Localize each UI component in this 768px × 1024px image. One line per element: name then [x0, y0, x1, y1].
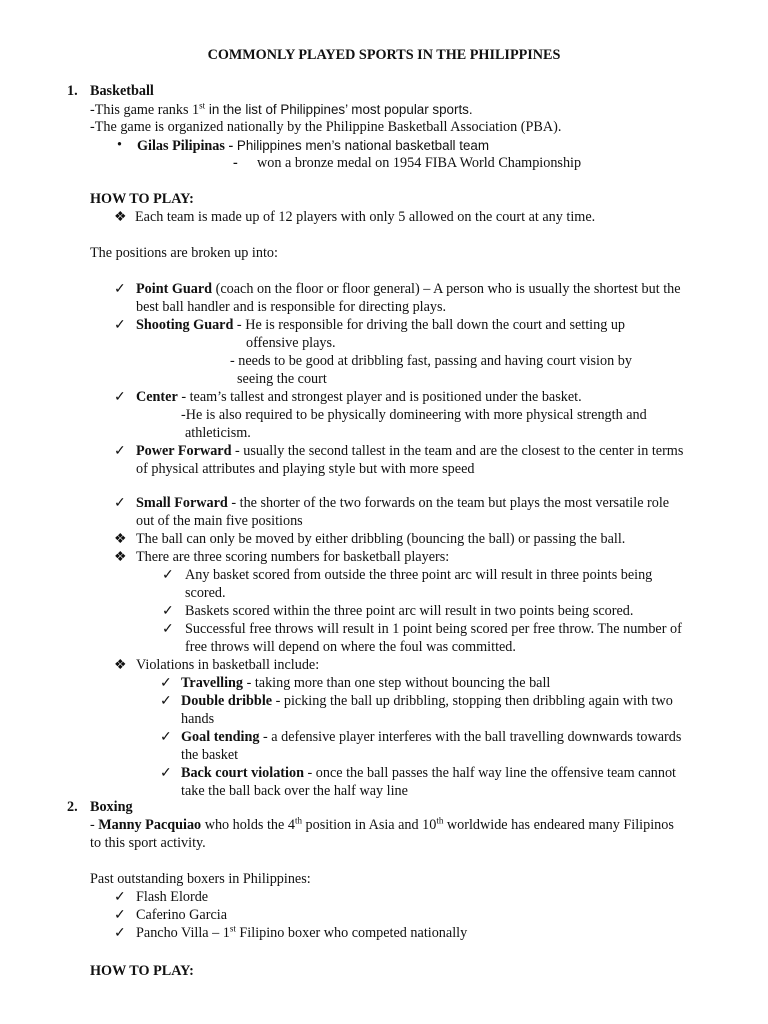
shooting-guard-line [136, 317, 625, 335]
gilas-medal: won a bronze medal on 1954 FIBA World Championship [257, 155, 582, 171]
point-guard-name: Point Guard [136, 281, 213, 297]
section-heading-basketball: Basketball [90, 83, 154, 99]
check-icon: ✓ [114, 907, 126, 923]
section-number: 1. [67, 83, 78, 99]
pacquiao-mid: position in Asia and 10 [301, 817, 437, 833]
pacquiao-post: worldwide has endeared many Filipinos [443, 817, 674, 833]
back-court-line [181, 765, 676, 783]
rank-text-post: in the list of Philippines’ most popular sports. [205, 102, 473, 117]
center-desc: - team’s tallest and strongest player and is positioned under the basket. [177, 389, 582, 405]
point-guard-line-2: best ball handler and is responsible for directing plays. [136, 299, 447, 315]
diamond-bullet-icon: ❖ [114, 209, 127, 225]
double-dribble-line [181, 693, 673, 711]
small-forward-line [136, 495, 669, 513]
gilas-dash: - [233, 155, 238, 171]
past-boxers-intro: Past outstanding boxers in Philippines: [90, 871, 311, 887]
section-number: 2. [67, 799, 78, 815]
boxer3-sup: st [229, 923, 236, 934]
diamond-bullet-icon: ❖ [114, 549, 127, 565]
pba-line: -The game is organized nationally by the Philippine Basketball Association (PBA). [90, 119, 562, 135]
rank-superscript: st [199, 100, 206, 111]
positions-intro: The positions are broken up into: [90, 245, 278, 261]
ball-movement-text: The ball can only be moved by either dribbling (bouncing the ball) or passing the ball. [136, 531, 626, 547]
point-guard-line [136, 281, 681, 299]
pacquiao-line-2: to this sport activity. [90, 835, 206, 851]
check-icon: ✓ [114, 389, 126, 405]
check-icon: ✓ [114, 443, 126, 459]
small-forward-desc: - the shorter of the two forwards on the team but plays the most versatile role [227, 495, 670, 511]
double-dribble-name: Double dribble [181, 693, 273, 709]
center-line [136, 389, 582, 407]
small-forward-line-2: out of the main five positions [136, 513, 303, 529]
check-icon: ✓ [162, 603, 174, 619]
diamond-bullet-icon: ❖ [114, 531, 127, 547]
document-title: COMMONLY PLAYED SPORTS IN THE PHILIPPINES [207, 47, 561, 63]
scoring-two-line: Baskets scored within the three point arc will result in two points being scored. [185, 603, 634, 619]
center-line-2: -He is also required to be physically domineering with more physical strength and [181, 407, 647, 423]
diamond-bullet-icon: ❖ [114, 657, 127, 673]
gilas-line [137, 137, 489, 156]
section-heading-boxing: Boxing [90, 799, 133, 815]
basketball-rank-line [90, 101, 473, 120]
check-icon: ✓ [160, 765, 172, 781]
pacquiao-pre: who holds the 4 [201, 817, 295, 833]
shooting-guard-line-3: - needs to be good at dribbling fast, passing and having court vision by [230, 353, 632, 369]
pacquiao-name: Manny Pacquiao [98, 817, 202, 833]
check-icon: ✓ [114, 281, 126, 297]
shooting-guard-name: Shooting Guard [136, 317, 234, 333]
how-to-play-heading: HOW TO PLAY: [90, 191, 194, 207]
power-forward-line-2: of physical attributes and playing style but with more speed [136, 461, 475, 477]
rank-text-pre: -This game ranks 1 [90, 102, 200, 118]
check-icon: ✓ [114, 495, 126, 511]
check-icon: ✓ [160, 675, 172, 691]
shooting-guard-desc: - He is responsible for driving the ball down the court and setting up [233, 317, 626, 333]
back-court-name: Back court violation [181, 765, 304, 781]
check-icon: ✓ [114, 317, 126, 333]
travelling-line [181, 675, 550, 693]
center-name: Center [136, 389, 178, 405]
power-forward-desc: - usually the second tallest in the team and are the closest to the center in terms [231, 443, 684, 459]
point-guard-desc: (coach on the floor or floor general) – A person who is usually the shortest but the [212, 281, 681, 297]
scoring-three-line: Any basket scored from outside the three point arc will result in three points being [185, 567, 653, 583]
bullet-icon: • [117, 137, 122, 153]
shooting-guard-line-4: seeing the court [237, 371, 327, 387]
boxer3-post: Filipino boxer who competed nationally [235, 925, 468, 941]
small-forward-name: Small Forward [136, 495, 228, 511]
goal-tending-line [181, 729, 681, 747]
scoring-free-line-2: free throws will depend on where the foul was committed. [185, 639, 516, 655]
how-to-play-heading: HOW TO PLAY: [90, 963, 194, 979]
boxer-item [136, 925, 467, 943]
goal-tending-name: Goal tending [181, 729, 260, 745]
check-icon: ✓ [162, 567, 174, 583]
scoring-free-line: Successful free throws will result in 1 point being scored per free throw. The number of [185, 621, 682, 637]
power-forward-name: Power Forward [136, 443, 232, 459]
check-icon: ✓ [160, 693, 172, 709]
travelling-name: Travelling [181, 675, 244, 691]
pacquiao-sup-1: th [294, 815, 302, 826]
power-forward-line [136, 443, 683, 461]
check-icon: ✓ [114, 889, 126, 905]
travelling-desc: - taking more than one step without bouncing the ball [243, 675, 551, 691]
violations-intro: Violations in basketball include: [136, 657, 320, 673]
double-dribble-desc: - picking the ball up dribbling, stopping then dribbling again with two [272, 693, 673, 709]
back-court-line-2: take the ball back over the half way line [181, 783, 408, 799]
gilas-desc: Philippines men’s national basketball team [233, 138, 490, 153]
check-icon: ✓ [160, 729, 172, 745]
gilas-name: Gilas Pilipinas - [137, 138, 234, 154]
check-icon: ✓ [162, 621, 174, 637]
pacquiao-line [90, 817, 674, 835]
goal-tending-line-2: the basket [181, 747, 239, 763]
shooting-guard-line-2: offensive plays. [246, 335, 336, 351]
scoring-three-line-2: scored. [185, 585, 226, 601]
center-line-3: athleticism. [185, 425, 251, 441]
team-size-text: Each team is made up of 12 players with only 5 allowed on the court at any time. [135, 209, 596, 225]
pacquiao-dash: - [90, 817, 99, 833]
check-icon: ✓ [114, 925, 126, 941]
double-dribble-line-2: hands [181, 711, 215, 727]
back-court-desc: - once the ball passes the half way line the offensive team cannot [303, 765, 676, 781]
boxer-item: Caferino Garcia [136, 907, 227, 923]
scoring-intro: There are three scoring numbers for basketball players: [136, 549, 450, 565]
goal-tending-desc: - a defensive player interferes with the ball travelling downwards towards [259, 729, 682, 745]
pacquiao-sup-2: th [436, 815, 444, 826]
boxer3-pre: Pancho Villa – 1 [136, 925, 230, 941]
boxer-item: Flash Elorde [136, 889, 209, 905]
